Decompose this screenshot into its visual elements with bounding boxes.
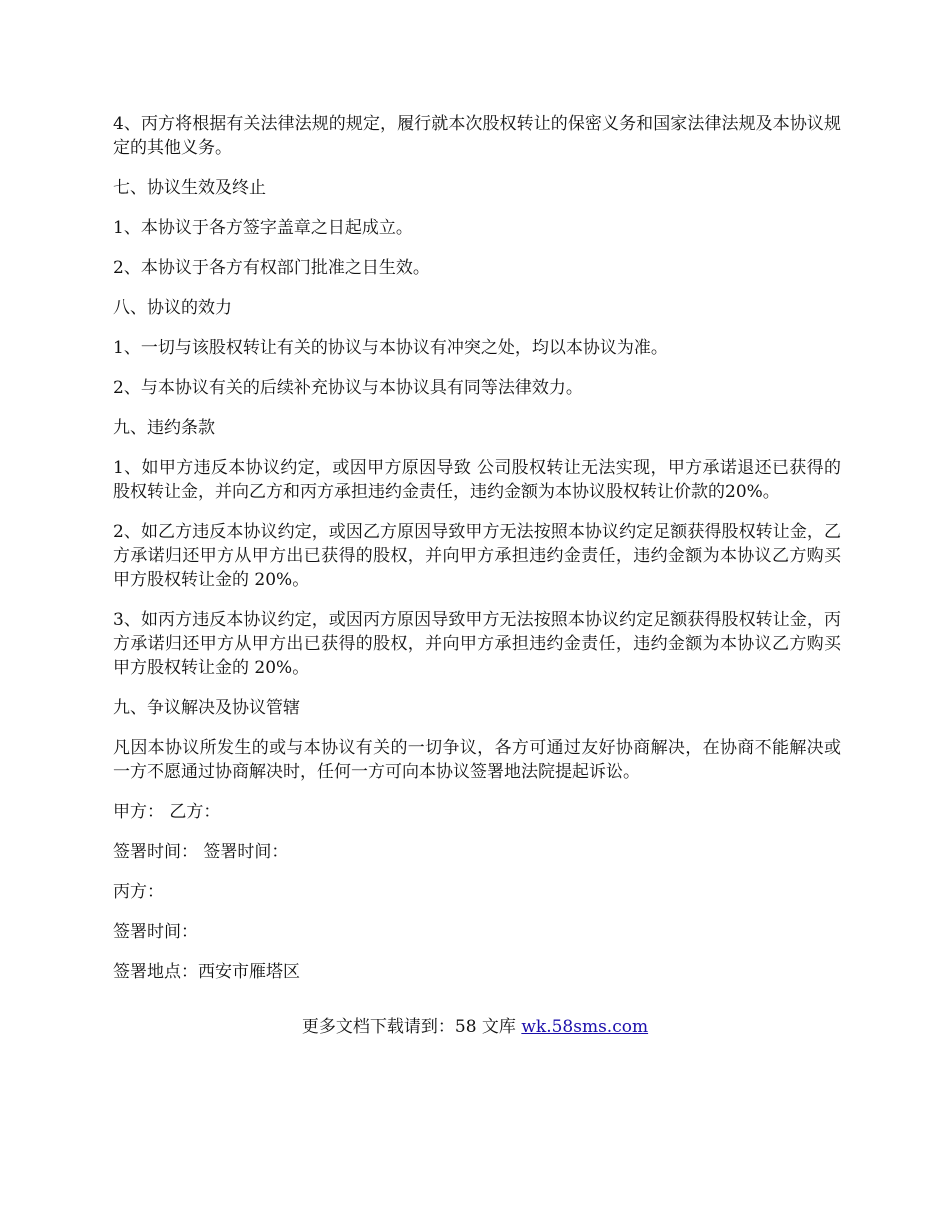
clause-9-3: 3、如丙方违反本协议约定，或因丙方原因导致甲方无法按照本协议约定足额获得股权转让金，丙方承诺归还甲方从甲方出已获得的股权，并向甲方承担违约金责任，违约金额为本协议乙方购买甲方股权转让金的 20%。 [113,610,841,678]
section-dispute-heading: 九、争议解决及协议管辖 [113,698,300,718]
footer [0,1015,950,1039]
clause-6-4: 4、丙方将根据有关法律法规的规定，履行就本次股权转让的保密义务和国家法律法规及本协议规定的其他义务。 [113,114,841,158]
clause-9-1: 1、如甲方违反本协议约定，或因甲方原因导致 公司股权转让无法实现，甲方承诺退还已获得的股权转让金，并向乙方和丙方承担违约金责任，违约金额为本协议股权转让价款的20%。 [113,458,841,502]
footer-text: 更多文档下载请到：58 文库 [301,1017,522,1037]
section-9-heading: 九、违约条款 [113,418,215,438]
footer-link[interactable]: wk.58sms.com [521,1017,649,1037]
clause-7-2: 2、本协议于各方有权部门批准之日生效。 [113,258,430,278]
signature-time-a-b: 签署时间： 签署时间： [113,842,289,862]
clause-7-1: 1、本协议于各方签字盖章之日起成立。 [113,218,413,238]
signature-parties-a-b: 甲方： 乙方： [113,802,221,822]
document-body [113,112,841,1000]
section-8-heading: 八、协议的效力 [113,298,232,318]
clause-8-1: 1、一切与该股权转让有关的协议与本协议有冲突之处，均以本协议为准。 [113,338,668,358]
clause-9-2: 2、如乙方违反本协议约定，或因乙方原因导致甲方无法按照本协议约定足额获得股权转让金，乙方承诺归还甲方从甲方出已获得的股权，并向甲方承担违约金责任，违约金额为本协议乙方购买甲方股权转让金的 20%。 [113,522,841,590]
signature-location: 签署地点：西安市雁塔区 [113,962,300,982]
signature-party-c: 丙方： [113,882,164,902]
section-7-heading: 七、协议生效及终止 [113,178,266,198]
clause-dispute: 凡因本协议所发生的或与本协议有关的一切争议，各方可通过友好协商解决，在协商不能解决或一方不愿通过协商解决时，任何一方可向本协议签署地法院提起诉讼。 [113,738,841,782]
clause-8-2: 2、与本协议有关的后续补充协议与本协议具有同等法律效力。 [113,378,583,398]
signature-time-c: 签署时间： [113,922,198,942]
